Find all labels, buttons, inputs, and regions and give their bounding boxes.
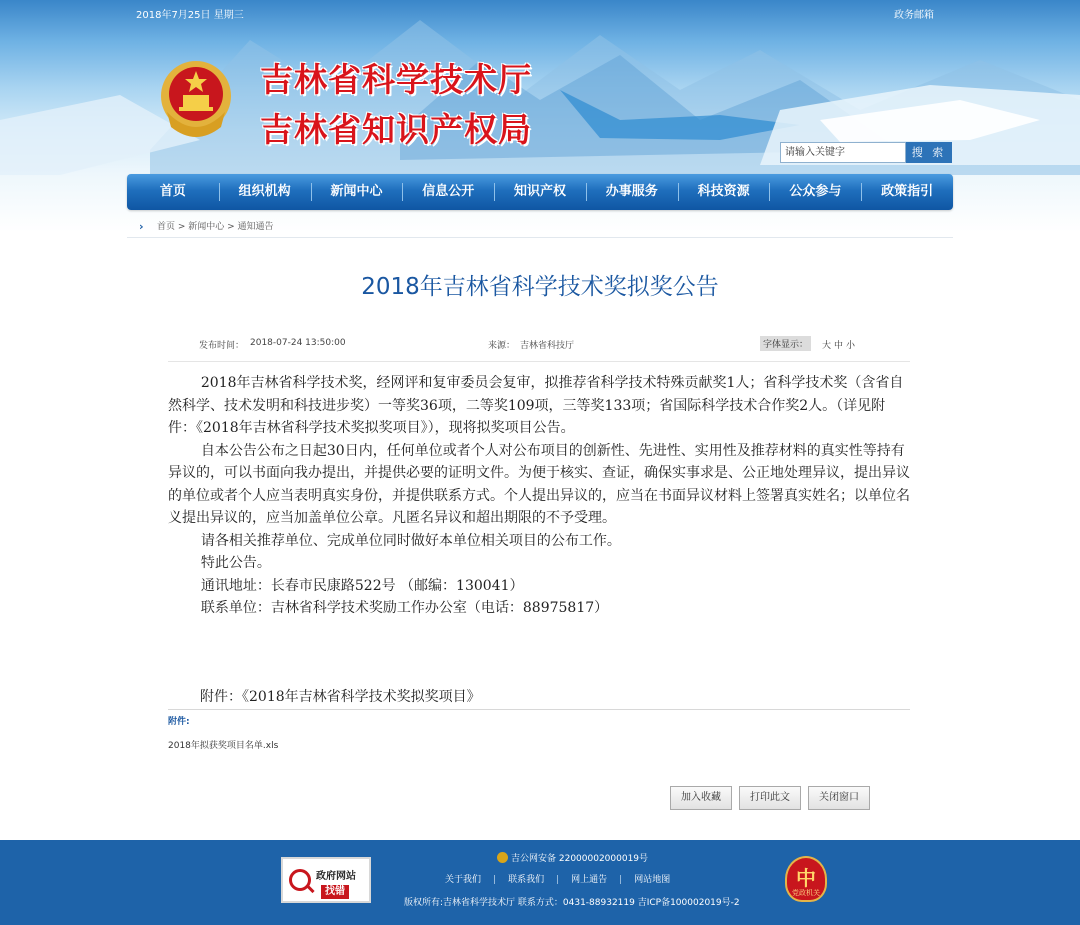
paragraph: 自本公告公布之日起30日内，任何单位或者个人对公布项目的创新性、先进性、实用性及推荐材料的真实性等持有异议的，可以书面向我办提出，并提供必要的证明文件。为便于核实、查证，确保实事求是、公正地处理异议，提出异议的单位或者个人应当表明真实身份，并提供联系方式。个人提出异议的，应当在书面异议材料上签署真实姓名；以单位名义提出异议的，应当加盖单位公章。凡匿名异议和超出期限的不予受理。 bbox=[168, 442, 910, 526]
party-government-badge[interactable] bbox=[785, 856, 827, 902]
nav-item-intellectual-property[interactable]: 知识产权 bbox=[494, 174, 586, 210]
footer-links bbox=[441, 872, 674, 885]
article-body bbox=[168, 372, 913, 620]
font-size-medium[interactable]: 中 bbox=[834, 341, 844, 351]
attachment-label: 附件: bbox=[168, 717, 190, 727]
police-badge-icon bbox=[497, 852, 508, 863]
nav-item-services[interactable]: 办事服务 bbox=[586, 174, 678, 210]
paragraph: 请各相关推荐单位、完成单位同时做好本单位相关项目的公布工作。 bbox=[200, 532, 621, 549]
nav-item-home[interactable]: 首页 bbox=[159, 184, 186, 199]
add-favorite-button[interactable]: 加入收藏 bbox=[670, 786, 732, 810]
search-button[interactable]: 搜 索 bbox=[906, 142, 952, 163]
footer-link-contact[interactable]: 联系我们 bbox=[508, 875, 545, 885]
footer-link-sitemap[interactable]: 网站地图 bbox=[634, 875, 671, 885]
site-title-line2: 吉林省知识产权局 bbox=[260, 110, 532, 149]
nav-item-tech-resources[interactable]: 科技资源 bbox=[678, 174, 770, 210]
paragraph: 通讯地址：长春市民康路522号 （邮编：130041） bbox=[200, 577, 524, 594]
publish-time: 2018-07-24 13:50:00 bbox=[250, 338, 346, 348]
gov-website-error-badge[interactable] bbox=[281, 857, 371, 903]
site-header bbox=[0, 0, 1080, 232]
divider bbox=[168, 361, 910, 362]
article-title: 2018年吉林省科学技术奖拟奖公告 bbox=[361, 274, 719, 300]
font-size-label: 字体显示： bbox=[760, 336, 811, 351]
footer-link-notices[interactable]: 网上通告 bbox=[571, 875, 608, 885]
gov-badge-title: 政府网站 bbox=[316, 871, 356, 882]
divider: | bbox=[619, 875, 623, 885]
current-date: 2018年7月25日 星期三 bbox=[136, 10, 244, 21]
nav-item-public-participation[interactable]: 公众参与 bbox=[769, 174, 861, 210]
publish-time-label: 发布时间： bbox=[199, 341, 245, 351]
divider: | bbox=[556, 875, 560, 885]
attachment-file-link[interactable]: 2018年拟获奖项目名单.xls bbox=[168, 741, 279, 751]
breadcrumb-text[interactable]: 首页 > 新闻中心 > 通知通告 bbox=[157, 222, 274, 232]
paragraph: 联系单位：吉林省科学技术奖励工作办公室（电话：88975817） bbox=[200, 600, 609, 616]
national-emblem-icon bbox=[157, 57, 235, 139]
gov-badge-subtitle: 找错 bbox=[321, 885, 349, 899]
party-emblem-icon: 中 bbox=[796, 866, 816, 890]
divider bbox=[168, 709, 910, 710]
footer-link-about[interactable]: 关于我们 bbox=[445, 875, 482, 885]
font-size-large[interactable]: 大 bbox=[822, 341, 832, 351]
paragraph: 2018年吉林省科学技术奖，经网评和复审委员会复审，拟推荐省科学技术特殊贡献奖1人；省科学技术奖（含省自然科学、技术发明和科技进步奖）一等奖36项，二等奖109项，三等奖133项；省国际科学技术合作奖2人。（详见附件：《2018年吉林省科学技术奖拟奖项目》），现将拟奖项目公告。 bbox=[168, 375, 904, 436]
site-title-line1: 吉林省科学技术厅 bbox=[260, 60, 532, 99]
main-nav bbox=[127, 174, 953, 210]
source-label: 来源： bbox=[488, 341, 516, 351]
party-badge-text: 党政机关 bbox=[792, 889, 820, 897]
nav-item-policy-guide[interactable]: 政策指引 bbox=[861, 174, 953, 210]
font-size-small[interactable]: 小 bbox=[846, 341, 856, 351]
source-value: 吉林省科技厅 bbox=[520, 341, 575, 351]
close-window-button[interactable]: 关闭窗口 bbox=[808, 786, 870, 810]
chevron-right-icon: › bbox=[139, 220, 144, 233]
nav-item-info-disclosure[interactable]: 信息公开 bbox=[402, 174, 494, 210]
print-button[interactable]: 打印此文 bbox=[739, 786, 801, 810]
police-record-text: 吉公网安备 22000002000019号 bbox=[511, 854, 649, 864]
paragraph: 特此公告。 bbox=[200, 555, 271, 571]
gov-mail-link[interactable]: 政务邮箱 bbox=[894, 10, 934, 21]
divider: | bbox=[493, 875, 497, 885]
police-record[interactable] bbox=[497, 851, 648, 864]
nav-item-news[interactable]: 新闻中心 bbox=[311, 174, 403, 210]
attachment-reference: 附件：《2018年吉林省科学技术奖拟奖项目》 bbox=[200, 689, 481, 705]
site-footer bbox=[0, 840, 1080, 925]
breadcrumb bbox=[127, 216, 953, 238]
search-input[interactable]: 请输入关键字 bbox=[780, 142, 906, 163]
copyright-text: 版权所有:吉林省科学技术厅 联系方式：0431-88932119 吉ICP备100002019号-2 bbox=[404, 898, 740, 908]
nav-item-organization[interactable]: 组织机构 bbox=[219, 174, 311, 210]
